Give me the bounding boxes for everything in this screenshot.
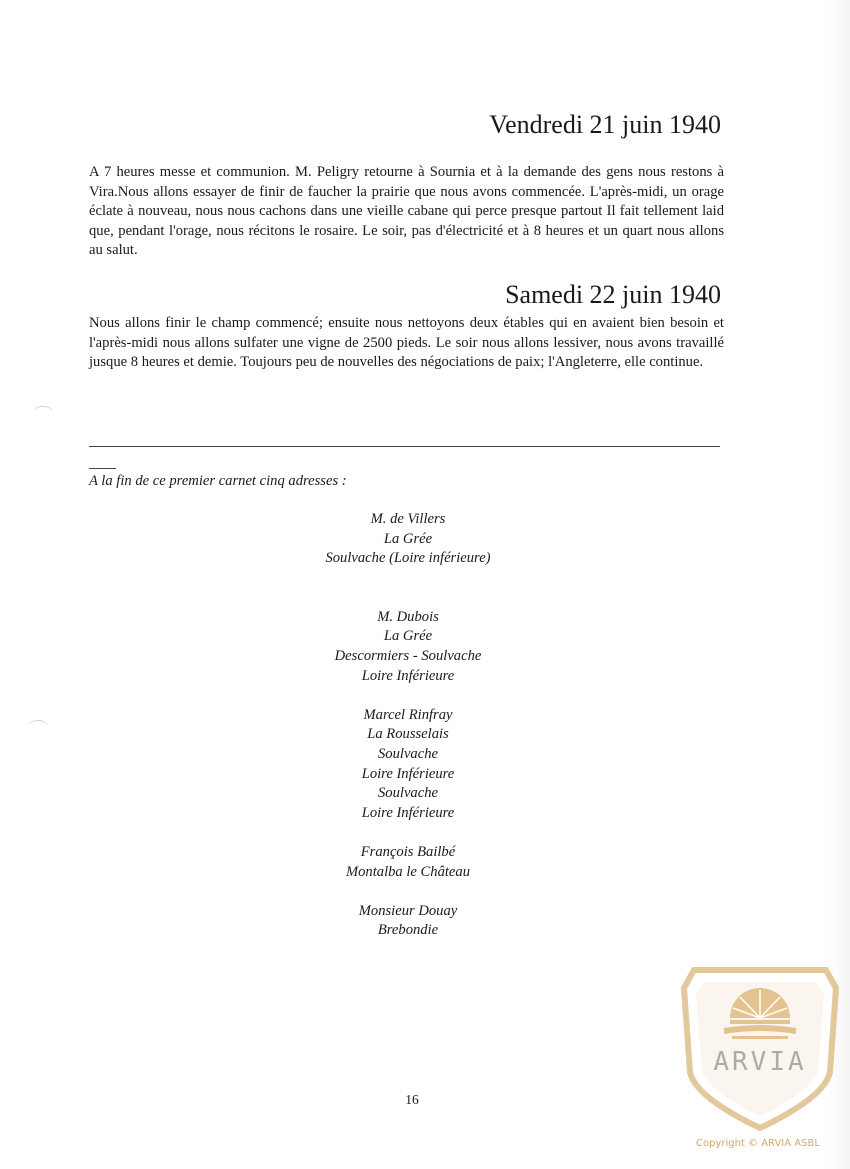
address-line: Soulvache — [378, 745, 438, 762]
address-line: Soulvache — [378, 785, 438, 802]
address-block — [208, 608, 608, 686]
footnote-rule — [89, 468, 116, 469]
entry-body-saturday: Nous allons finir le champ commencé; ensuite nous nettoyons deux étables qui en avaient bien besoin et l'après-midi nous allons sulfater une vigne de 2500 pieds. Le soir nous allons lessiver, nous avons travaillé jusque 8 heures et demie. Toujours peu de nouvelles des négociations de paix; l'Angleterre, elle continue. — [89, 315, 724, 370]
address-line: Loire Inférieure — [361, 765, 455, 782]
punch-hole-mark — [28, 720, 48, 733]
address-line: Marcel Rinfray — [363, 706, 453, 723]
address-block — [208, 510, 608, 569]
address-line: Montalba le Château — [345, 863, 471, 880]
entry-body-friday: A 7 heures messe et communion. M. Peligry retourne à Sournia et à la demande des gens nous restons à Vira.Nous allons essayer de finir de faucher la prairie que nous avons commencée. L'après-midi, un orage éclate à nouveau, nous nous cachons dans une vieille cabane qui perce presque partout Il fait tellement laid que, pendant l'orage, nous récitons le rosaire. Le soir, pas d'électricité et à 8 heures et un quart nous allons au salut. — [89, 164, 724, 258]
arvia-logo — [680, 962, 840, 1132]
address-line: Loire Inférieure — [361, 804, 455, 821]
page-number: 16 — [405, 1092, 419, 1107]
address-block — [208, 902, 608, 941]
address-list — [208, 510, 608, 960]
address-line: La Rousselais — [367, 726, 449, 743]
address-line: La Grée — [383, 628, 433, 645]
address-line: Loire Inférieure — [361, 667, 455, 684]
logo-text: ARVIA — [713, 1047, 807, 1077]
address-block — [208, 706, 608, 824]
entry-title-friday: Vendredi 21 juin 1940 — [489, 110, 721, 139]
address-line: Descormiers - Soulvache — [334, 647, 482, 664]
address-line: Soulvache (Loire inférieure) — [325, 550, 491, 567]
address-block — [208, 843, 608, 882]
address-line: François Bailbé — [360, 843, 456, 860]
entry-title-saturday: Samedi 22 juin 1940 — [505, 280, 721, 309]
copyright-notice: Copyright © ARVIA ASBL — [696, 1138, 820, 1149]
address-line: M. Dubois — [377, 608, 439, 625]
address-line: M. de Villers — [370, 511, 446, 527]
address-line: La Grée — [383, 530, 433, 547]
address-line: Monsieur Douay — [358, 902, 458, 919]
section-divider — [89, 446, 720, 447]
address-line: Brebondie — [377, 922, 439, 939]
addresses-intro: A la fin de ce premier carnet cinq adresses : — [89, 473, 347, 489]
punch-hole-mark — [33, 406, 53, 419]
